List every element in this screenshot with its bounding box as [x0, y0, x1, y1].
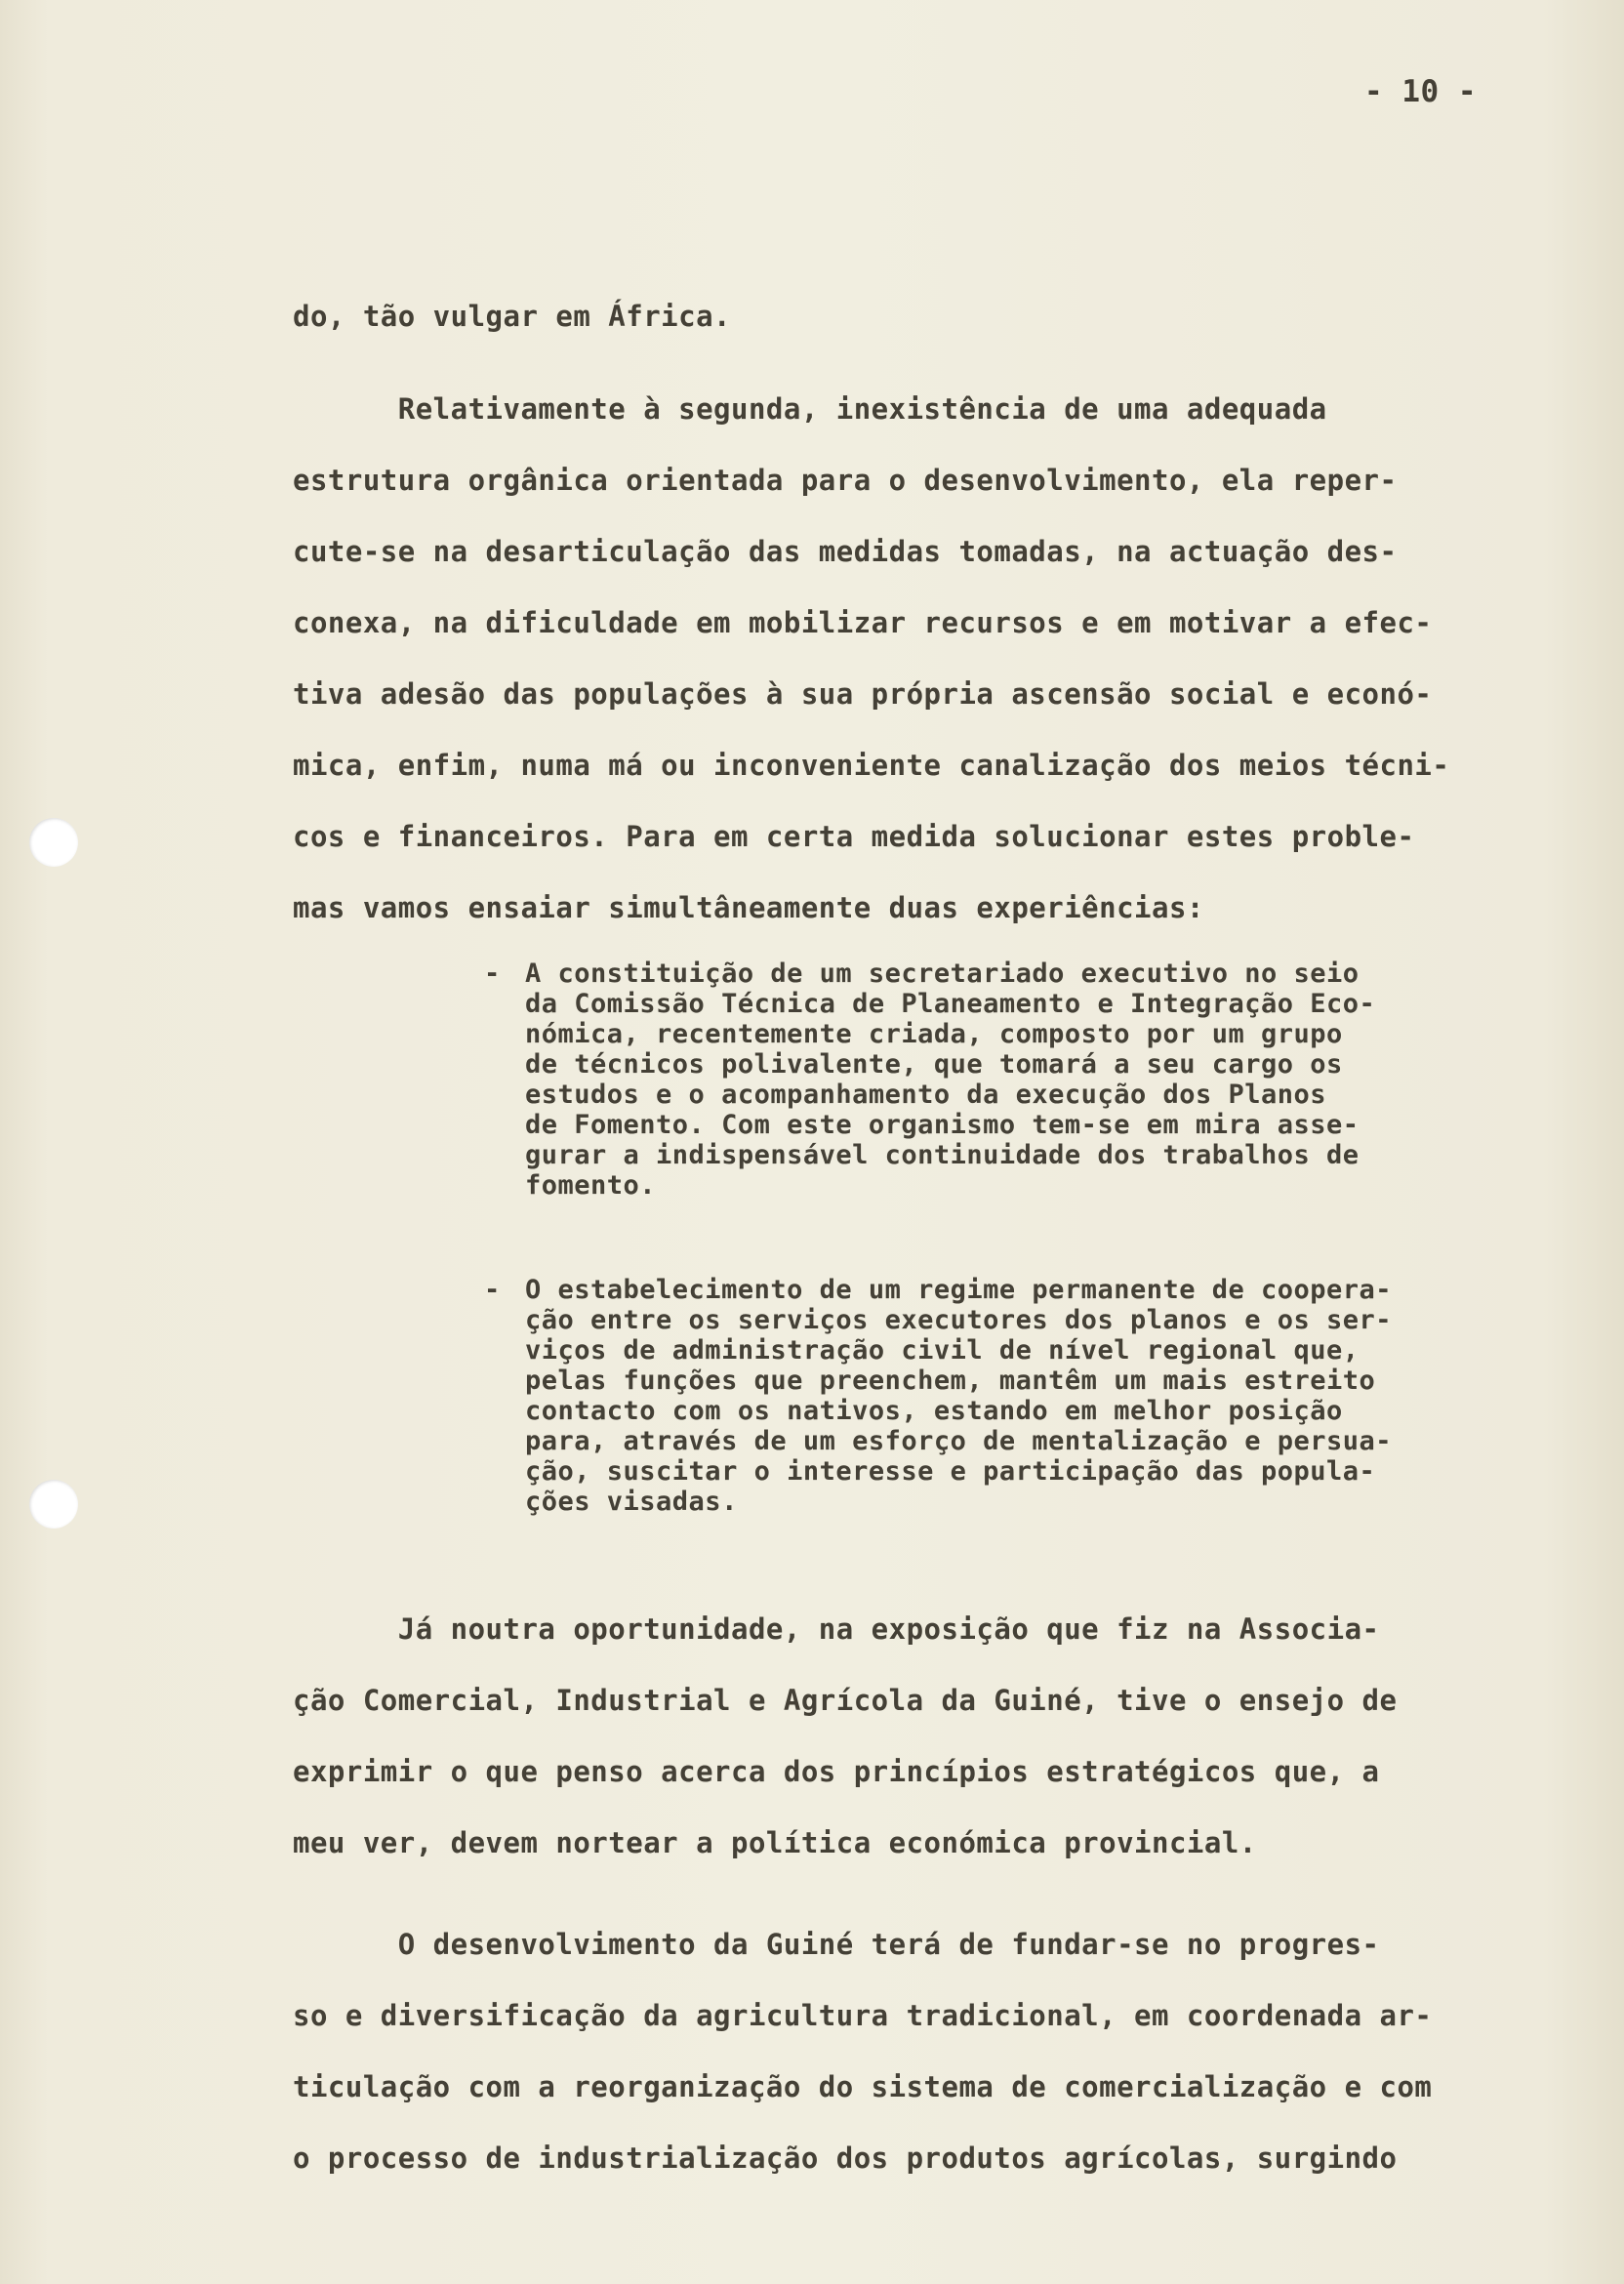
- text-line: O estabelecimento de um regime permanente de coopera-: [525, 1275, 1393, 1305]
- text-line: O desenvolvimento da Guiné terá de fundar-se no progres-: [293, 1928, 1380, 1961]
- punch-hole-bottom: [29, 1480, 78, 1529]
- text-line: de técnicos polivalente, que tomará a seu cargo os: [525, 1049, 1343, 1080]
- text-line: tiva adesão das populações à sua própria ascensão social e econó-: [293, 677, 1433, 711]
- text-line: gurar a indispensável continuidade dos trabalhos de: [525, 1140, 1360, 1170]
- text-line: exprimir o que penso acerca dos princípios estratégicos que, a: [293, 1755, 1380, 1788]
- text-line: cute-se na desarticulação das medidas tomadas, na actuação des-: [293, 535, 1398, 568]
- text-line: conexa, na dificuldade em mobilizar recursos e em motivar a efec-: [293, 606, 1433, 639]
- text-line: pelas funções que preenchem, mantêm um mais estreito: [525, 1366, 1376, 1396]
- text-line: estrutura orgânica orientada para o desenvolvimento, ela reper-: [293, 464, 1398, 497]
- text-line: mica, enfim, numa má ou inconveniente canalização dos meios técni-: [293, 749, 1450, 782]
- text-line: o processo de industrialização dos produtos agrícolas, surgindo: [293, 2141, 1398, 2175]
- text-line: estudos e o acompanhamento da execução dos Planos: [525, 1080, 1327, 1110]
- paragraph-development: [293, 1909, 1562, 2194]
- text-line: Já noutra oportunidade, na exposição que fiz na Associa-: [293, 1612, 1380, 1646]
- text-line: contacto com os nativos, estando em melhor posição: [525, 1396, 1343, 1426]
- text-line: para, através de um esforço de mentalização e persua-: [525, 1426, 1393, 1456]
- text-line: ções visadas.: [525, 1487, 738, 1517]
- text-line: so e diversificação da agricultura tradicional, em coordenada ar-: [293, 1999, 1433, 2032]
- text-line: A constituição de um secretariado executivo no seio: [525, 958, 1360, 989]
- text-line: mas vamos ensaiar simultâneamente duas experiências:: [293, 891, 1204, 924]
- text-line: meu ver, devem nortear a política económica provincial.: [293, 1826, 1257, 1859]
- text-line: nómica, recentemente criada, composto por um grupo: [525, 1019, 1343, 1049]
- text-line: ção entre os serviços executores dos planos e os ser-: [525, 1305, 1393, 1335]
- paragraph-structure: [293, 374, 1562, 944]
- page-number: - 10 -: [1364, 74, 1477, 109]
- bullet-dash: -: [484, 1275, 501, 1305]
- text-line: de Fomento. Com este organismo tem-se em mira asse-: [525, 1110, 1360, 1140]
- paragraph-continuation: [293, 281, 1562, 352]
- paragraph-strategy: [293, 1594, 1562, 1879]
- text-line: cos e financeiros. Para em certa medida solucionar estes proble-: [293, 820, 1415, 853]
- text-line: viços de administração civil de nível regional que,: [525, 1335, 1360, 1366]
- text-line: da Comissão Técnica de Planeamento e Integração Eco-: [525, 989, 1376, 1019]
- text-line: ticulação com a reorganização do sistema de comercialização e com: [293, 2070, 1433, 2103]
- bullet-dash: -: [484, 958, 501, 989]
- text-line: fomento.: [525, 1170, 657, 1201]
- punch-hole-top: [29, 818, 78, 867]
- text-line: ção Comercial, Industrial e Agrícola da Guiné, tive o ensejo de: [293, 1684, 1398, 1717]
- text-line: ção, suscitar o interesse e participação das popula-: [525, 1456, 1376, 1487]
- text-line: Relativamente à segunda, inexistência de uma adequada: [293, 392, 1327, 426]
- text-line: do, tão vulgar em África.: [293, 300, 731, 333]
